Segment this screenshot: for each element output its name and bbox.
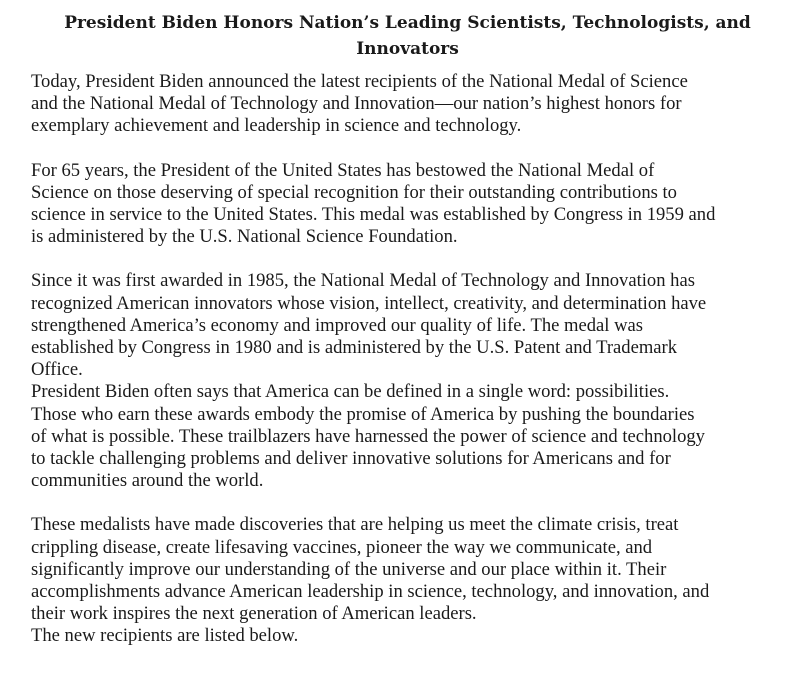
paragraph-medal-of-science: For 65 years, the President of the United States has bestowed the National Medal of Science on those deserving of special recognition for their outstanding contributions to science in service to the United States. This medal was established by Congress in 1959 and is administered by the U.S. National Science Foundation. <box>31 159 716 248</box>
article-title: President Biden Honors Nation’s Leading Scientists, Technologists, and Innovators <box>64 13 751 59</box>
paragraph-spacer <box>31 492 784 514</box>
paragraph-medal-of-technology: Since it was first awarded in 1985, the National Medal of Technology and Innovation has recognized American innovators whose vision, intellect, creativity, and determination have strengthened America’s economy and improved our quality of life. The medal was established by Congress in 1980 and is administered by the U.S. Patent and Trademark Office. <box>31 270 707 381</box>
paragraph-spacer <box>31 138 784 160</box>
paragraph-announcement: Today, President Biden announced the latest recipients of the National Medal of Science and the National Medal of Technology and Innovation—our nation’s highest honors for exemplary achievement and leadership in science and technology. <box>31 71 688 137</box>
paragraph-recipients-intro: The new recipients are listed below. <box>31 625 299 647</box>
paragraph-possibilities: President Biden often says that America can be defined in a single word: possibilities. Those who earn these awards embody the promise of America by pushing the boundaries of what is possible. These trailblazers have harnessed the power of science and technology to tackle challenging problems and deliver innovative solutions for Americans and for communities around the world. <box>31 381 705 492</box>
paragraph-spacer <box>31 248 784 270</box>
paragraph-medalist-discoveries: These medalists have made discoveries that are helping us meet the climate crisis, treat crippling disease, create lifesaving vaccines, pioneer the way we communicate, and significantly improve our understanding of the universe and our place within it. Their accomplishments advance American leadership in science, technology, and innovation, and their work inspires the next generation of American leaders. <box>31 514 710 625</box>
